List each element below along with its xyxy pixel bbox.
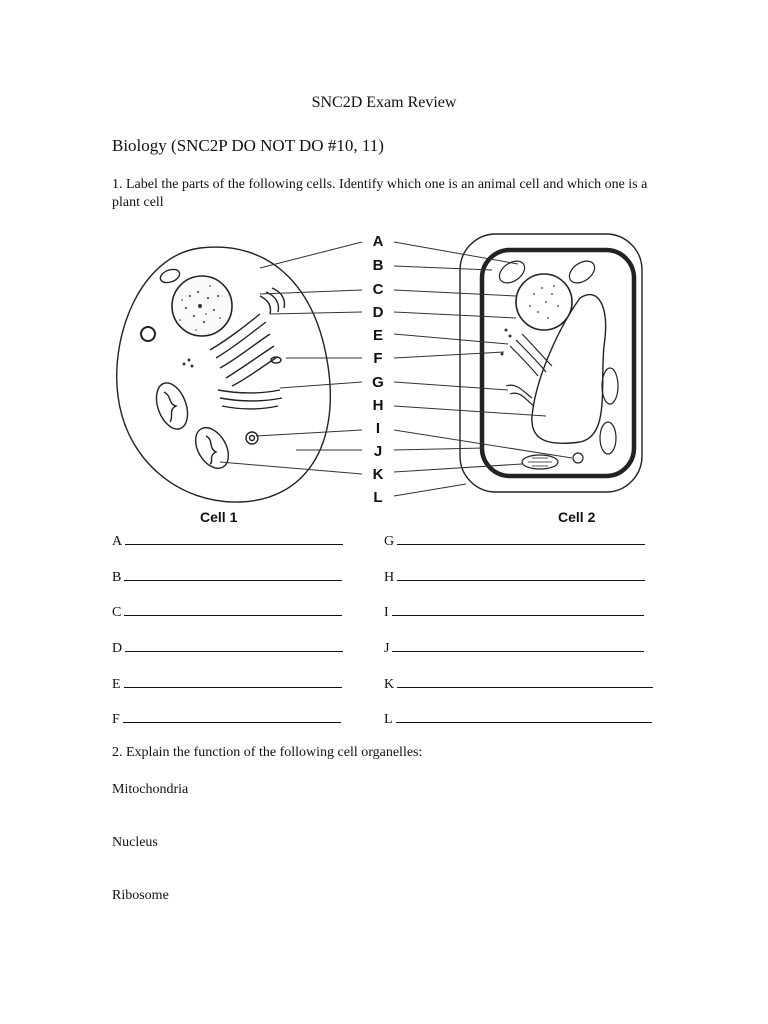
organelle-ribosome: Ribosome [112, 888, 169, 903]
answer-blank-g[interactable]: G [384, 532, 645, 550]
answer-blank-d[interactable]: D [112, 639, 343, 657]
section-heading: Biology (SNC2P DO NOT DO #10, 11) [112, 136, 384, 155]
plant-cell [460, 234, 642, 492]
leader-lines [220, 242, 572, 496]
answer-blank-a[interactable]: A [112, 532, 343, 550]
answer-blank-l[interactable]: L [384, 710, 652, 728]
cell-2-caption: Cell 2 [558, 509, 596, 525]
label-k: K [372, 466, 384, 483]
answer-blank-h[interactable]: H [384, 568, 645, 586]
diagram-labels [372, 233, 384, 506]
answer-blank-e[interactable]: E [112, 675, 342, 693]
organelle-mitochondria: Mitochondria [112, 782, 189, 797]
answer-blank-j[interactable]: J [384, 639, 644, 657]
answer-blank-i[interactable]: I [384, 603, 644, 621]
document-title: SNC2D Exam Review [311, 94, 457, 111]
organelle-nucleus: Nucleus [112, 835, 158, 850]
answer-blank-c[interactable]: C [112, 603, 342, 621]
cell-diagram [110, 226, 650, 525]
answer-blank-k[interactable]: K [384, 675, 653, 693]
label-i: I [375, 420, 381, 437]
label-g: G [372, 374, 384, 391]
cell-1-caption: Cell 1 [200, 509, 238, 525]
label-b: B [372, 257, 384, 274]
label-l: L [373, 489, 383, 506]
label-j: J [373, 443, 383, 460]
question-2-text: 2. Explain the function of the following cell organelles: [112, 745, 423, 760]
label-f: F [373, 350, 383, 367]
question-1-text: 1. Label the parts of the following cells. Identify which one is an animal cell and which one is a plant cell [112, 177, 648, 210]
label-c: C [372, 281, 384, 298]
answer-blank-b[interactable]: B [112, 568, 342, 586]
animal-cell [117, 247, 331, 502]
label-e: E [372, 327, 384, 344]
answer-blank-f[interactable]: F [112, 710, 341, 728]
label-d: D [372, 304, 384, 321]
label-h: H [372, 397, 384, 414]
label-a: A [372, 233, 384, 250]
